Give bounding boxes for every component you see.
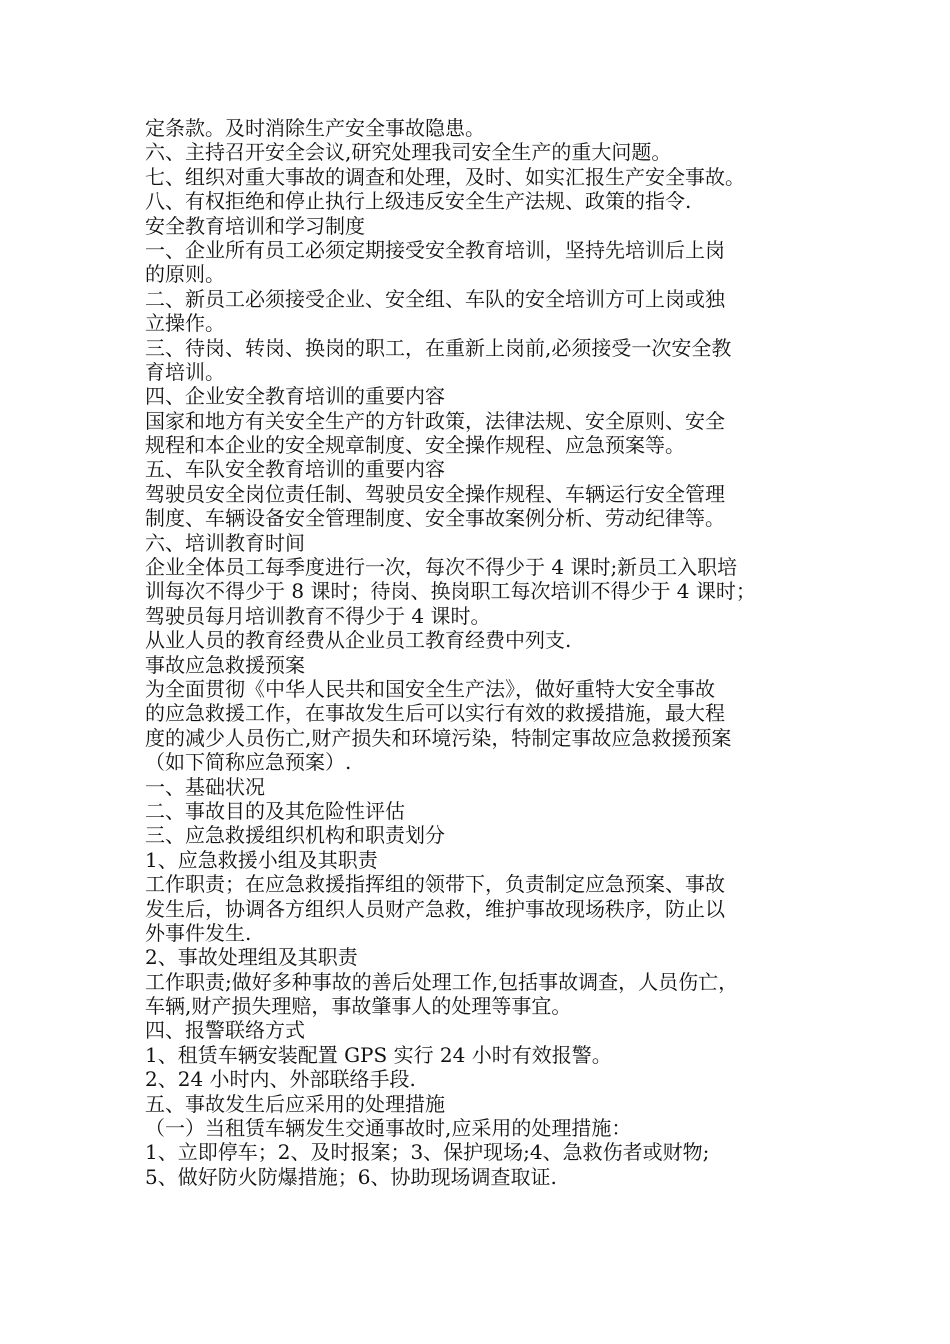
text-line: 工作职责；在应急救援指挥组的领带下，负责制定应急预案、事故: [145, 872, 725, 897]
text-line: 2、24 小时内、外部联络手段.: [145, 1067, 416, 1092]
text-line: 一、基础状况: [145, 774, 265, 799]
text-line: 1、租赁车辆安装配置 GPS 实行 24 小时有效报警。: [145, 1042, 612, 1067]
section-heading: 事故应急救援预案: [145, 652, 305, 677]
text-line: 六、主持召开安全会议,研究处理我司安全生产的重大问题。: [145, 140, 672, 165]
text-line: 三、待岗、转岗、换岗的职工，在重新上岗前,必须接受一次安全教: [145, 335, 732, 360]
text-line: 立操作。: [145, 311, 225, 336]
text-line: 定条款。及时消除生产安全事故隐患。: [145, 116, 485, 140]
text-line: 规程和本企业的安全规章制度、安全操作规程、应急预案等。: [145, 433, 685, 458]
text-line: 5、做好防火防爆措施；6、协助现场调查取证.: [145, 1164, 557, 1189]
document-body: [145, 116, 817, 1189]
text-line: 从业人员的教育经费从企业员工教育经费中列支.: [145, 628, 572, 653]
text-line: 四、报警联络方式: [145, 1018, 305, 1043]
text-line: 国家和地方有关安全生产的方针政策，法律法规、安全原则、安全: [145, 408, 725, 433]
text-line: 六、培训教育时间: [145, 530, 305, 555]
text-line: 二、新员工必须接受企业、安全组、车队的安全培训方可上岗或独: [145, 286, 725, 311]
text-line: 的原则。: [145, 262, 225, 287]
text-line: 发生后，协调各方组织人员财产急救，维护事故现场秩序，防止以: [145, 896, 725, 921]
text-line: 外事件发生.: [145, 920, 252, 945]
text-line: 为全面贯彻《中华人民共和国安全生产法》，做好重特大安全事故: [145, 676, 715, 701]
text-line: 二、事故目的及其危险性评估: [145, 798, 405, 823]
text-line: （一）当租赁车辆发生交通事故时,应采用的处理措施：: [145, 1116, 632, 1141]
text-line: 五、事故发生后应采用的处理措施: [145, 1091, 445, 1116]
text-line: 1、应急救援小组及其职责: [145, 847, 378, 872]
text-line: 八、有权拒绝和停止执行上级违反安全生产法规、政策的指令.: [145, 189, 692, 214]
text-line: （如下简称应急预案）.: [145, 750, 352, 775]
text-line: 五、车队安全教育培训的重要内容: [145, 457, 445, 482]
text-line: 四、企业安全教育培训的重要内容: [145, 384, 445, 409]
text-line: 七、组织对重大事故的调查和处理，及时、如实汇报生产安全事故。: [145, 164, 745, 189]
text-line: 一、企业所有员工必须定期接受安全教育培训，坚持先培训后上岗: [145, 237, 725, 262]
text-line: 育培训。: [145, 359, 225, 384]
text-line: 三、应急救援组织机构和职责划分: [145, 823, 445, 848]
text-line: 驾驶员每月培训教育不得少于 4 课时。: [145, 603, 491, 628]
text-line: 度的减少人员伤亡,财产损失和环境污染，特制定事故应急救援预案: [145, 725, 732, 750]
text-line: 企业全体员工每季度进行一次，每次不得少于 4 课时;新员工入职培: [145, 555, 738, 580]
text-line: 1、立即停车；2、及时报案；3、保护现场;4、急救伤者或财物;: [145, 1140, 710, 1165]
text-line: 工作职责;做好多种事故的善后处理工作,包括事故调查，人员伤亡，: [145, 969, 739, 994]
text-line: 的应急救援工作，在事故发生后可以实行有效的救援措施，最大程: [145, 701, 725, 726]
section-heading: 安全教育培训和学习制度: [145, 213, 365, 238]
text-line: 车辆,财产损失理赔，事故肇事人的处理等事宜。: [145, 994, 572, 1019]
text-line: 训每次不得少于 8 课时；待岗、换岗职工每次培训不得少于 4 课时；: [145, 579, 756, 604]
text-line: 制度、车辆设备安全管理制度、安全事故案例分析、劳动纪律等。: [145, 506, 725, 531]
text-line: 驾驶员安全岗位责任制、驾驶员安全操作规程、车辆运行安全管理: [145, 481, 725, 506]
text-line: 2、事故处理组及其职责: [145, 945, 358, 970]
